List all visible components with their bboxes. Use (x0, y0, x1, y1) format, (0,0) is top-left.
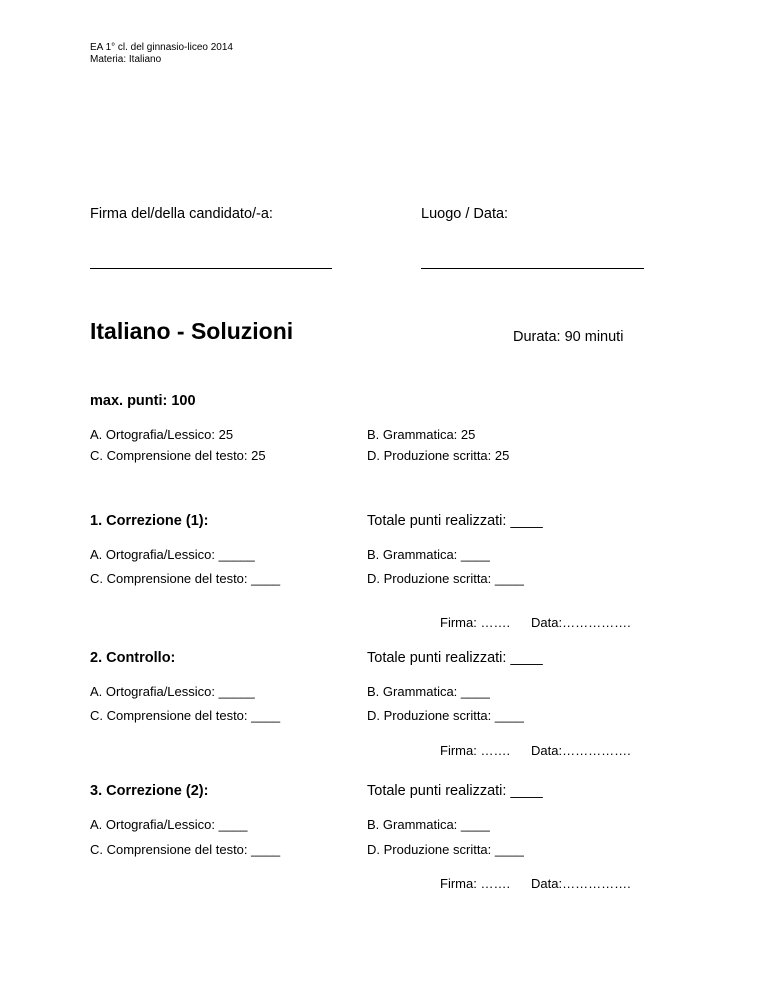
points-b: B. Grammatica: 25 (367, 427, 476, 442)
points-d: D. Produzione scritta: 25 (367, 448, 510, 463)
section-3-total: Totale punti realizzati: ____ (367, 783, 543, 799)
section-2-c: C. Comprensione del testo: ____ (90, 708, 281, 723)
section-2-heading: 2. Controllo: (90, 650, 176, 666)
section-2-data: Data:……………. (531, 743, 631, 758)
section-3-data: Data:……………. (531, 876, 631, 891)
header-line-1: EA 1° cl. del ginnasio-liceo 2014 (90, 42, 233, 53)
section-2-a: A. Ortografia/Lessico: _____ (90, 684, 255, 699)
header-line-2: Materia: Italiano (90, 54, 162, 65)
section-3-a: A. Ortografia/Lessico: ____ (90, 817, 248, 832)
section-2-d: D. Produzione scritta: ____ (367, 708, 524, 723)
candidate-signature-line[interactable] (90, 268, 332, 269)
section-3-d: D. Produzione scritta: ____ (367, 842, 524, 857)
section-1-a: A. Ortografia/Lessico: _____ (90, 547, 255, 562)
candidate-signature-label: Firma del/della candidato/-a: (90, 206, 273, 222)
section-2-b: B. Grammatica: ____ (367, 684, 490, 699)
max-points: max. punti: 100 (90, 393, 196, 409)
section-1-c: C. Comprensione del testo: ____ (90, 571, 281, 586)
points-a: A. Ortografia/Lessico: 25 (90, 427, 234, 442)
page-title: Italiano - Soluzioni (90, 318, 294, 344)
duration: Durata: 90 minuti (513, 329, 624, 345)
points-c: C. Comprensione del testo: 25 (90, 448, 266, 463)
section-1-b: B. Grammatica: ____ (367, 547, 490, 562)
section-1-total: Totale punti realizzati: ____ (367, 513, 543, 529)
section-1-heading: 1. Correzione (1): (90, 513, 209, 529)
section-3-firma: Firma: ……. (440, 876, 511, 891)
section-3-heading: 3. Correzione (2): (90, 783, 209, 799)
place-date-label: Luogo / Data: (421, 206, 509, 222)
place-date-line[interactable] (421, 268, 644, 269)
section-1-d: D. Produzione scritta: ____ (367, 571, 524, 586)
section-2-total: Totale punti realizzati: ____ (367, 650, 543, 666)
section-3-b: B. Grammatica: ____ (367, 817, 490, 832)
section-1-firma: Firma: ……. (440, 615, 511, 630)
section-1-data: Data:……………. (531, 615, 631, 630)
section-2-firma: Firma: ……. (440, 743, 511, 758)
section-3-c: C. Comprensione del testo: ____ (90, 842, 281, 857)
